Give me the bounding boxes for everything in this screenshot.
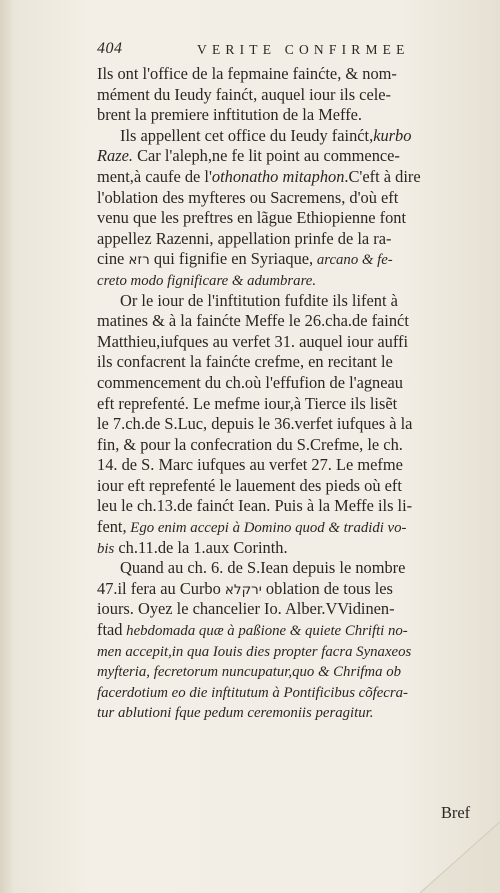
text-line: brent la premiere inftitution de la Meffe.: [97, 105, 363, 125]
text-line: venu que les preftres en lãgue Ethiopienne font: [97, 208, 407, 228]
text-line: Matthieu,iufques au verfet 31. auquel iour auffi: [97, 331, 409, 351]
paragraph-start-line: Ils appellent cet office du Ieudy fainćt,kurbo: [120, 125, 412, 145]
text-line: Ils ont l'office de la fepmaine fainćte, & nom-: [97, 64, 397, 83]
text-line: leu le ch.13.de fainćt Iean. Puis à la Meffe ils li-: [97, 496, 413, 516]
text-line: bis ch.11.de la 1.aux Corinth.: [97, 537, 288, 557]
hebrew-word: ירקלא: [224, 581, 262, 598]
catchword: Bref: [441, 803, 471, 822]
text-line: Raze. Car l'aleph,ne fe lit point au commence-: [97, 146, 400, 166]
text-line: fin, & pour la confecration du S.Crefme, le ch.: [97, 434, 403, 454]
text-line: matines & à la fainćte Meffe le 26.cha.de fainćt: [97, 311, 409, 331]
text-line: ment,à caufe de l'othonatho mitaphon.C'eft à dire: [97, 166, 421, 186]
text-line: cine רזא qui fignifie en Syriaque, arcano & fe-: [97, 249, 393, 269]
text-line: commencement du ch.où l'effufion de l'agneau: [97, 372, 403, 392]
text-line: le 7.ch.de S.Luc, depuis le 36.verfet iufques à la: [97, 414, 413, 434]
paragraph-start-line: Or le iour de l'inftitution fufdite ils lifent à: [120, 290, 398, 310]
text-line: ils confacrent la fainćte crefme, en recitant le: [97, 352, 393, 372]
hebrew-word: רזא: [128, 252, 150, 269]
paragraph-start-line: Quand au ch. 6. de S.Iean depuis le nombre: [120, 558, 406, 578]
text-line: facerdotium eo die inftitutum à Pontificibus cõfecra-: [97, 684, 408, 701]
running-title: VERITE CONFIRMEE: [197, 42, 410, 57]
page-number: 404: [97, 40, 123, 57]
text-line: l'oblation des myfteres ou Sacremens, d'où eft: [97, 187, 399, 207]
text-line: tur ablutioni fque pedum ceremoniis peragitur.: [97, 705, 374, 722]
text-line: creto modo fignificare & adumbrare.: [97, 272, 317, 289]
text-line: men accepit,in qua Iouis dies propter facra Synaxeos: [97, 643, 412, 660]
text-line: ftad hebdomada quæ à paßione & quiete Chrifti no-: [97, 620, 408, 640]
text-line: iour eft reprefenté le lauement des pieds où eft: [97, 475, 402, 495]
text-line: myfteria, fecretorum nuncupatur,quo & Chrifma ob: [97, 664, 402, 681]
text-line: iours. Oyez le chancelier Io. Alber.VVidinen-: [97, 599, 395, 619]
text-line: 14. de S. Marc iufques au verfet 27. Le mefme: [97, 455, 403, 475]
text-line: appellez Razenni, appellation prinfe de la ra-: [97, 228, 392, 248]
text-line: 47.il fera au Curbo ירקלא oblation de tous les: [97, 578, 393, 598]
text-line: mément du Ieudy fainćt, auquel iour ils cele-: [97, 84, 392, 104]
text-line: fent, Ego enim accepi à Domino quod & tradidi vo-: [97, 517, 407, 537]
text-line: eft reprefenté. Le mefme iour,à Tierce ils lisẽt: [97, 393, 398, 413]
